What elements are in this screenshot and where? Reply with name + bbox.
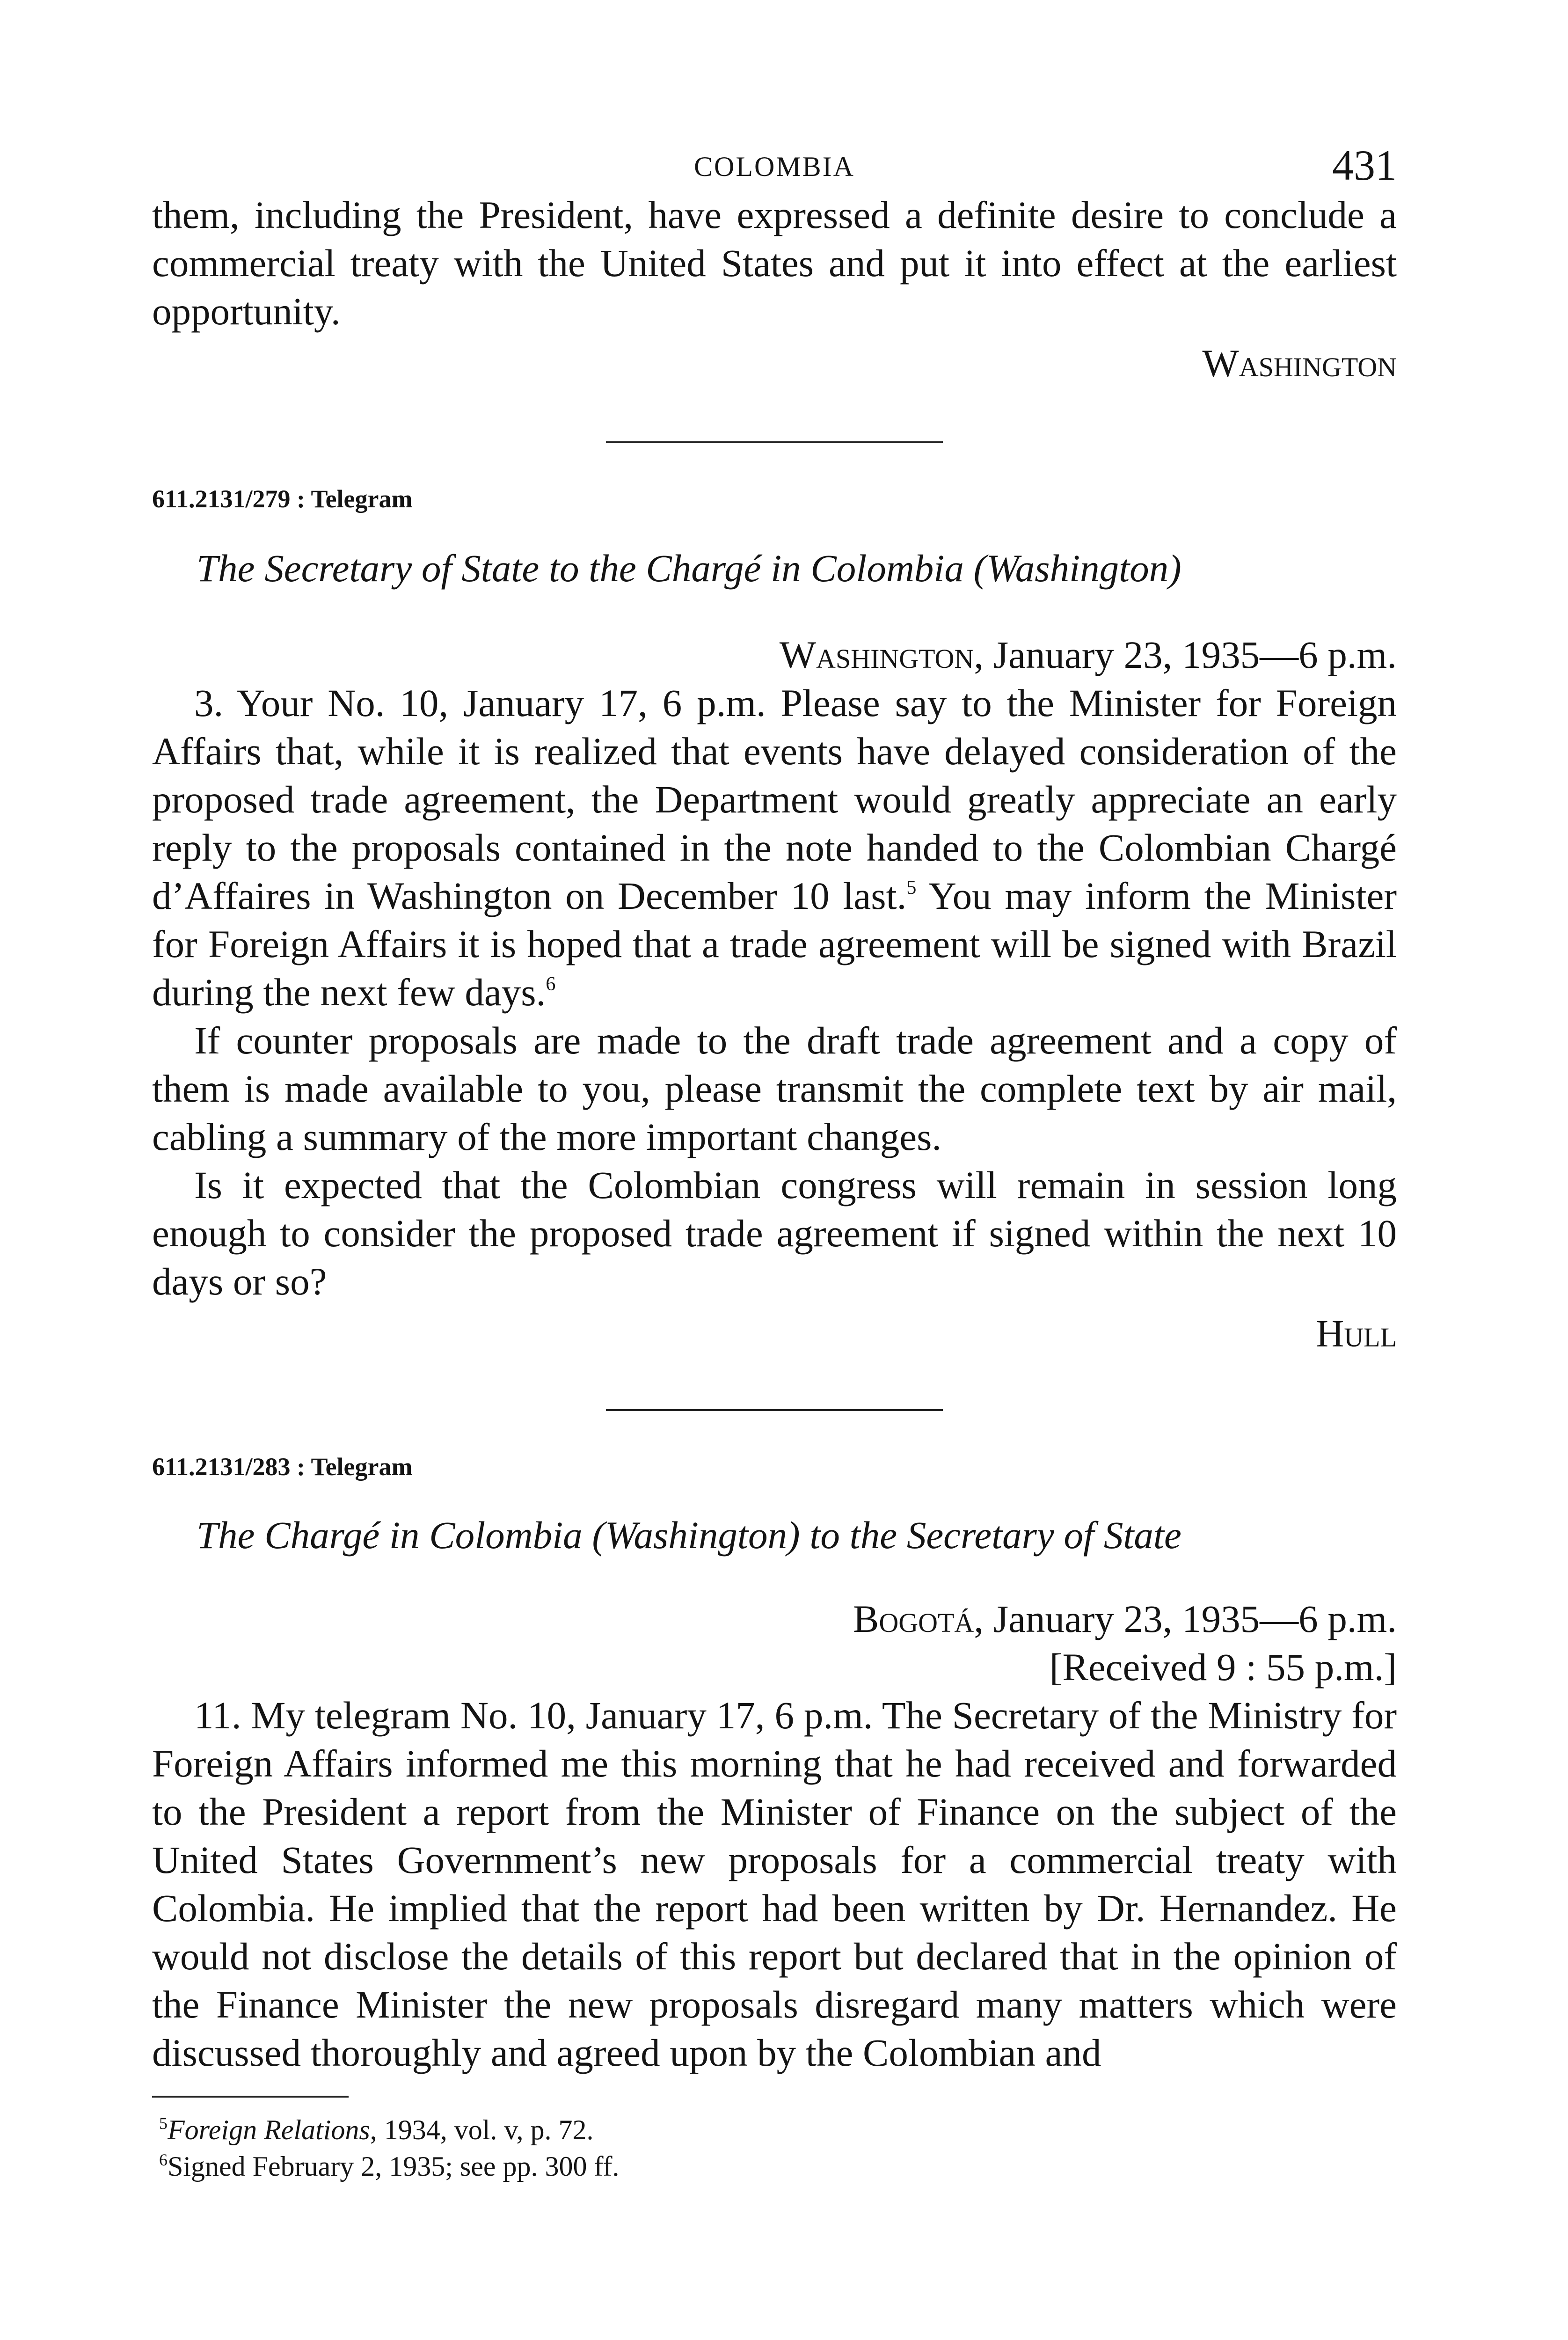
file-reference: 611.2131/279 : Telegram [152,485,413,513]
dateline-date: , January 23, 1935—6 p.m. [974,1597,1397,1640]
dateline [152,1595,1397,1643]
footnote-title: Foreign Relations [168,2114,370,2145]
page-number: 431 [1332,141,1397,189]
telegram-paragraph [152,679,1397,1016]
footnote-divider [152,2096,349,2098]
dateline-place: Bogotá [853,1597,974,1640]
intro-signature: Washington [1202,342,1397,385]
section-divider [606,441,943,443]
footnote-text: Signed February 2, 1935; see pp. 300 ff. [168,2151,620,2182]
footnote-mark: 6 [159,2150,168,2169]
footnote-text: , 1934, vol. v, p. 72. [370,2114,594,2145]
dateline-date: , January 23, 1935—6 p.m. [974,633,1397,676]
intro-paragraph: them, including the President, have expressed a definite desire to conclude a commercial treaty with the United States and put it into effect at the earliest opportunity. [152,193,1397,333]
paragraph-text: You may inform the Minister for Foreign Affairs it is hoped that a trade agreement will be signed with Brazil during the next few days. [152,874,1397,1014]
page [152,140,1397,2185]
document-heading: The Chargé in Colombia (Washington) to the Secretary of State [197,1514,1181,1557]
footnote [152,2148,1397,2185]
running-head [152,140,1397,192]
telegram-paragraph: Is it expected that the Colombian congress will remain in session long enough to consider the proposed trade agreement if signed within the next 10 days or so? [152,1163,1397,1303]
file-reference: 611.2131/283 : Telegram [152,1453,413,1481]
footnote [152,2112,1397,2148]
document-heading: The Secretary of State to the Chargé in Colombia (Washington) [197,547,1181,590]
running-head-title: COLOMBIA [693,151,855,182]
footnote-ref: 5 [906,877,917,899]
dateline-place: Washington [779,633,974,676]
paragraph-text: 3. Your No. 10, January 17, 6 p.m. Please say to the Minister for Foreign Affairs that, while it is realized that events have delayed consideration of the proposed trade agreement, the Department would greatly appreciate an early reply to the proposals contained in the note handed to the Colombian Chargé d’Affaires in Washington on December 10 last. [152,681,1397,917]
section-divider [606,1409,943,1411]
telegram-signature: Hull [1316,1312,1397,1355]
footnote-ref: 6 [546,973,556,995]
dateline [152,631,1397,679]
telegram-paragraph: If counter proposals are made to the draft trade agreement and a copy of them is made available to you, please transmit the complete text by air mail, cabling a summary of the more important changes. [152,1019,1397,1158]
footnote-mark: 5 [159,2114,168,2133]
telegram-paragraph: 11. My telegram No. 10, January 17, 6 p.m. The Secretary of the Ministry for Foreign Affairs informed me this morning that he had received and forwarded to the President a report from the Minister of Finance on the subject of the United States Government’s new proposals for a commercial treaty with Colombia. He implied that the report had been written by Dr. Hernandez. He would not disclose the details of this report but declared that in the opinion of the Finance Minister the new proposals disregard many matters which were discussed thoroughly and agreed upon by the Colombian and [152,1694,1397,2074]
received-note: [Received 9 : 55 p.m.] [1049,1645,1397,1689]
